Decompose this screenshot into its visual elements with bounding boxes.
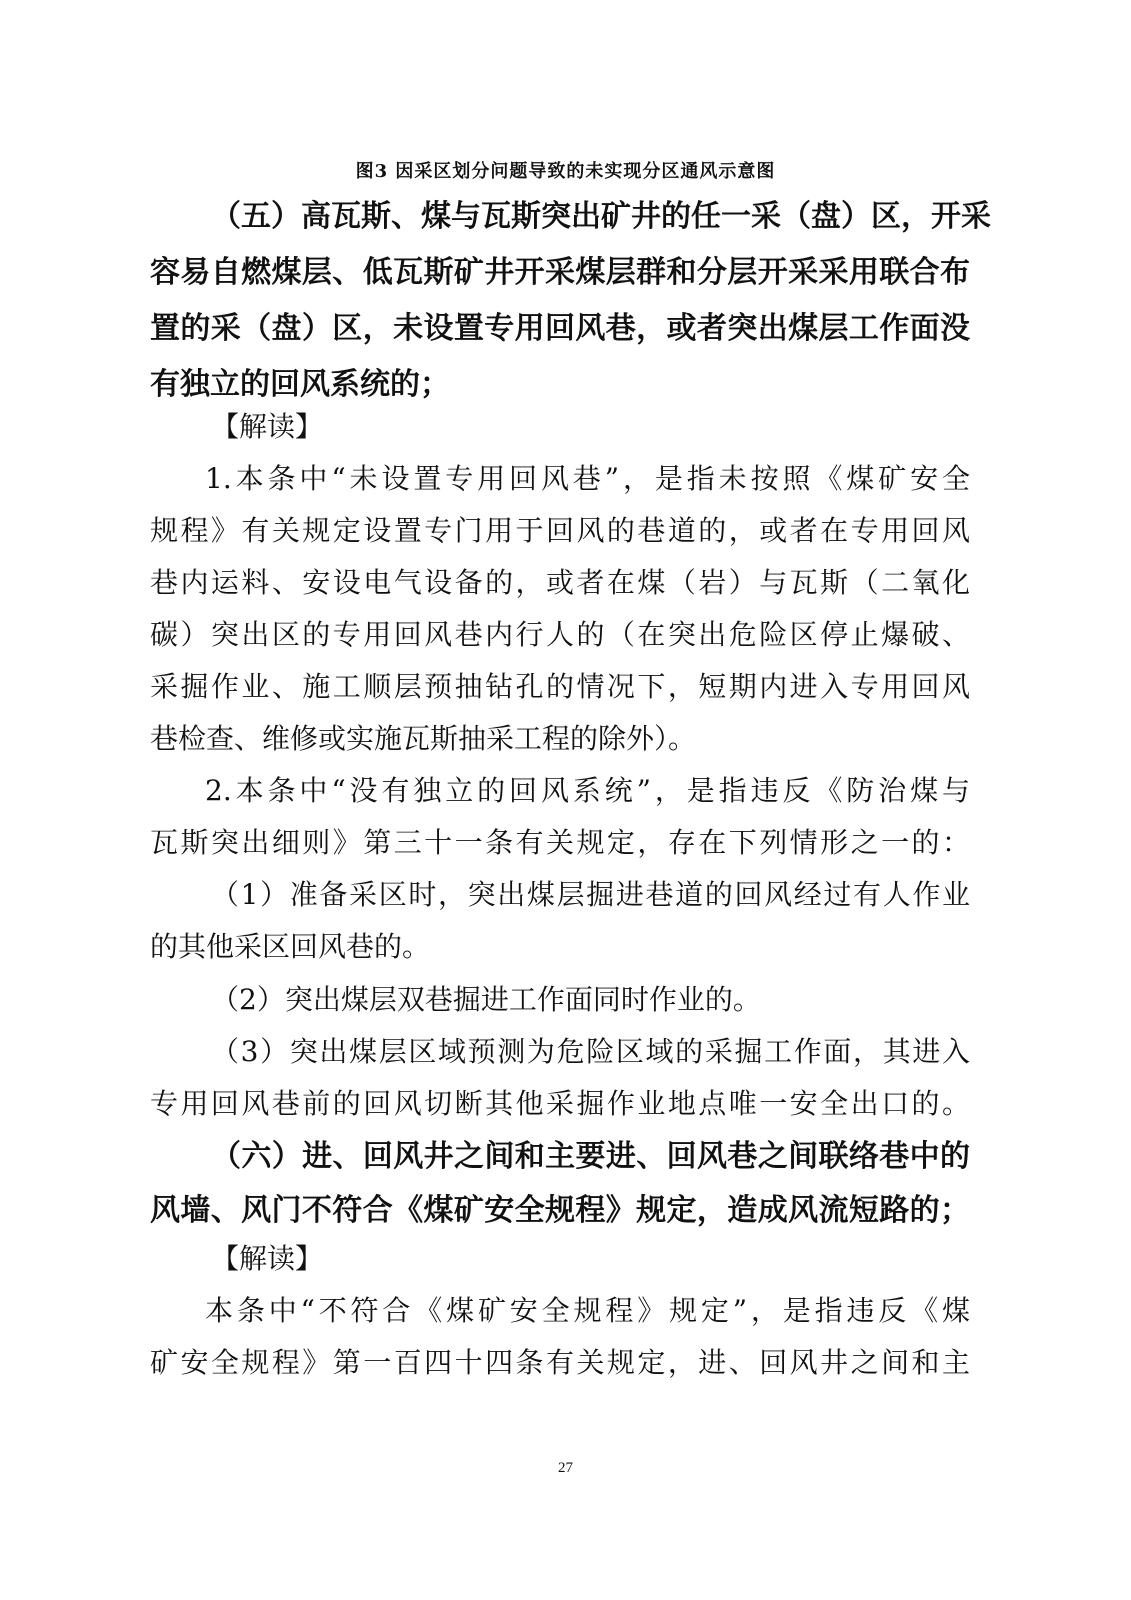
section-6-line-2: 风墙、风门不符合《煤矿安全规程》规定，造成风流短路的； [150,1193,970,1228]
section-5-line-1: （五）高瓦斯、煤与瓦斯突出矿井的任一采（盘）区，开采 [211,199,991,234]
interp-3-line-2: 矿安全规程》第一百四十四条有关规定，进、回风井之间和主 [150,1346,970,1379]
interp-2-sub-1-line-1: （1）准备采区时，突出煤层掘进巷道的回风经过有人作业 [211,878,970,911]
interp-1-line-2: 规程》有关规定设置专门用于回风的巷道的，或者在专用回风 [150,514,970,547]
interp-2-sub-2: （2）突出煤层双巷掘进工作面同时作业的。 [211,983,761,1016]
page-number: 27 [558,1460,573,1476]
interp-1-line-1: 1.本条中“未设置专用回风巷”，是指未按照《煤矿安全 [205,462,970,495]
interp-1-line-6: 巷检查、维修或实施瓦斯抽采工程的除外）。 [150,722,697,755]
interp-1-line-5: 采掘作业、施工顺层预抽钻孔的情况下，短期内进入专用回风 [150,670,970,703]
interpretation-heading-2: 【解读】 [211,1242,324,1275]
interpretation-heading: 【解读】 [211,410,324,443]
interp-1-line-3: 巷内运料、安设电气设备的，或者在煤（岩）与瓦斯（二氧化 [150,566,970,599]
interp-3-line-1: 本条中“不符合《煤矿安全规程》规定”，是指违反《煤 [205,1294,970,1327]
section-5-line-4: 有独立的回风系统的； [150,367,450,402]
interp-1-line-4: 碳）突出区的专用回风巷内行人的（在突出危险区停止爆破、 [150,618,970,651]
section-5-line-2: 容易自燃煤层、低瓦斯矿井开采煤层群和分层开采采用联合布 [150,255,970,290]
section-5-line-3: 置的采（盘）区，未设置专用回风巷，或者突出煤层工作面没 [150,311,970,346]
interp-2-line-2: 瓦斯突出细则》第三十一条有关规定，存在下列情形之一的： [150,826,970,859]
section-6-line-1: （六）进、回风井之间和主要进、回风巷之间联络巷中的 [211,1139,970,1174]
interp-2-line-1: 2.本条中“没有独立的回风系统”，是指违反《防治煤与 [205,774,970,807]
figure-caption: 图3 因采区划分问题导致的未实现分区通风示意图 [355,161,776,182]
interp-2-sub-1-line-2: 的其他采区回风巷的。 [150,930,431,963]
interp-2-sub-3-line-1: （3）突出煤层区域预测为危险区域的采掘工作面，其进入 [211,1035,970,1068]
interp-2-sub-3-line-2: 专用回风巷前的回风切断其他采掘作业地点唯一安全出口的。 [150,1087,970,1120]
